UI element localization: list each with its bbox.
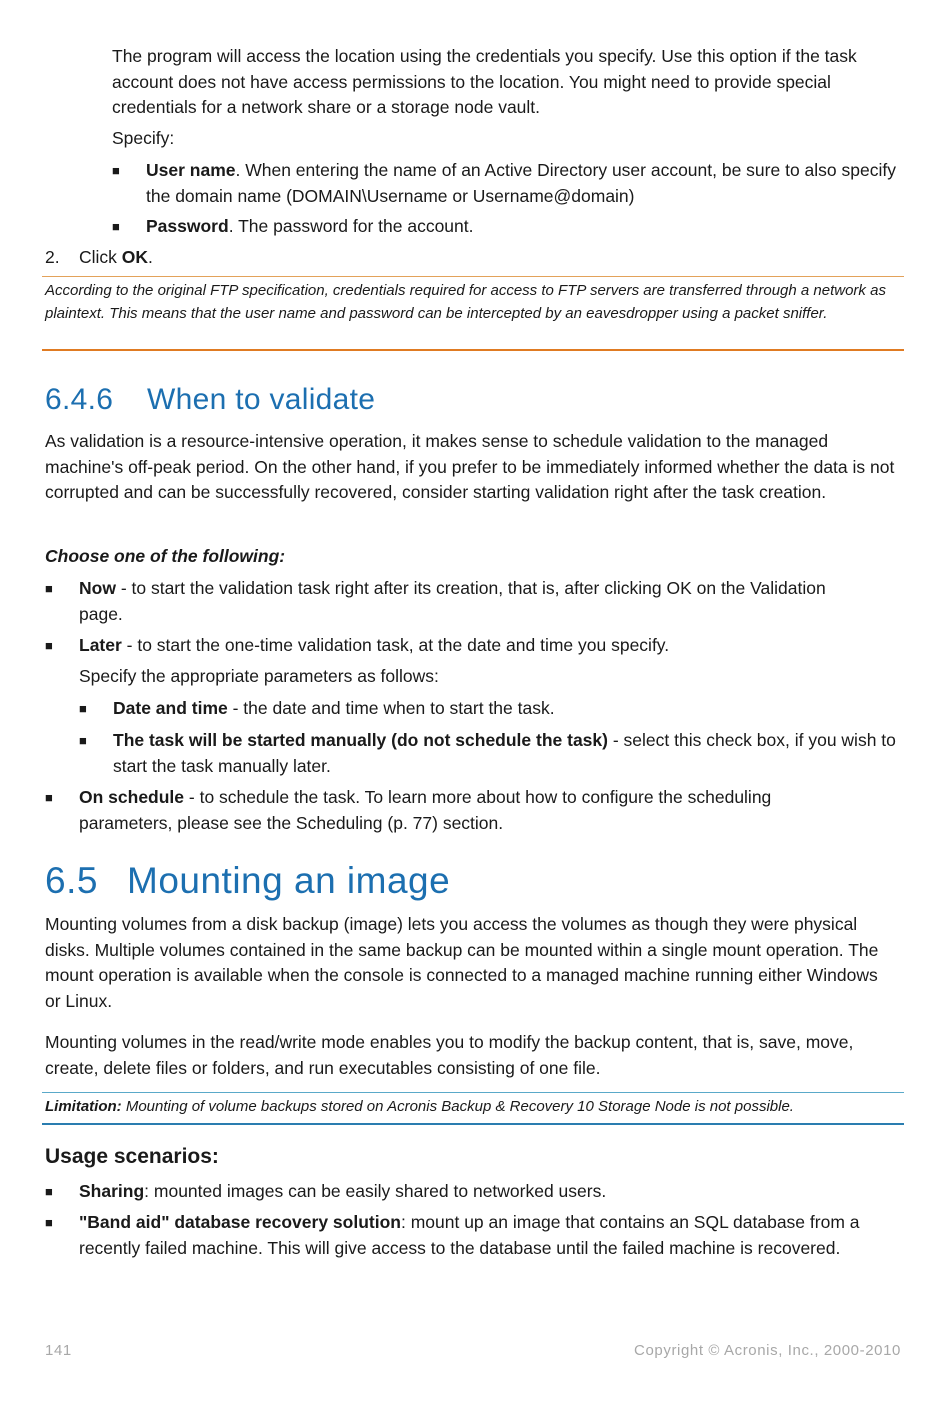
- now-text: - to start the validation task right after its creation, that is, after clicking OK on the Validation page.: [79, 578, 826, 624]
- term-on-schedule: On schedule: [79, 787, 185, 807]
- bullet-icon: ■: [45, 581, 53, 596]
- limitation-text: Mounting of volume backups stored on Acronis Backup & Recovery 10 Storage Node is not possible.: [121, 1098, 794, 1115]
- bullet-icon: ■: [112, 219, 120, 234]
- user-name-text: . When entering the name of an Active Directory user account, be sure to also specify the domain name (DOMAIN\Username or Username@domain): [146, 160, 896, 206]
- list-item-now: [45, 576, 903, 627]
- limitation-top-rule: [42, 1092, 904, 1093]
- step-text-end: .: [148, 247, 153, 267]
- later-specify: Specify the appropriate parameters as follows:: [79, 666, 439, 686]
- bullet-icon: ■: [79, 701, 87, 716]
- bullet-icon: ■: [45, 1215, 53, 1230]
- page-number: 141: [45, 1342, 72, 1359]
- bullet-icon: ■: [112, 163, 120, 178]
- section-title: When to validate: [147, 383, 376, 416]
- copyright: Copyright © Acronis, Inc., 2000-2010: [634, 1342, 901, 1359]
- list-item-date-time: [79, 696, 903, 722]
- list-item-user-name: [112, 158, 904, 209]
- intro-paragraph: The program will access the location using the credentials you specify. Use this option if the task account does not have access permissions to the location. You might need to provide special credentials for a network share or a storage node vault.: [112, 46, 857, 117]
- bullet-icon: ■: [45, 638, 53, 653]
- term-sharing: Sharing: [79, 1181, 145, 1201]
- date-time-text: - the date and time when to start the task.: [227, 698, 555, 718]
- choose-heading: Choose one of the following:: [45, 546, 286, 566]
- note-top-rule: [42, 276, 904, 277]
- specify-label: Specify:: [112, 128, 175, 148]
- term-later: Later: [79, 635, 122, 655]
- list-item-password: [112, 214, 904, 240]
- sharing-text: : mounted images can be easily shared to networked users.: [144, 1181, 607, 1201]
- password-text: . The password for the account.: [228, 216, 474, 236]
- bullet-icon: ■: [79, 733, 87, 748]
- on-schedule-text: - to schedule the task. To learn more about how to configure the scheduling parameters, please see the Scheduling (p. 77) section.: [79, 787, 772, 833]
- bullet-icon: ■: [45, 1184, 53, 1199]
- step-number: 2.: [45, 247, 60, 267]
- section-heading-646: [45, 383, 375, 417]
- step-text-prefix: Click: [79, 247, 122, 267]
- term-user-name: User name: [146, 160, 236, 180]
- section-number: 6.5: [45, 860, 98, 901]
- list-item-sharing: [45, 1179, 903, 1205]
- bullet-icon: ■: [45, 790, 53, 805]
- usage-heading: Usage scenarios:: [45, 1145, 219, 1168]
- limitation-note: [45, 1095, 903, 1118]
- mounting-paragraph-2: Mounting volumes in the read/write mode enables you to modify the backup content, that is, save, move, create, delete files or folders, and run executables consisting of one file.: [45, 1032, 854, 1078]
- band-aid-text: : mount up an image that contains an SQL database from a recently failed machine. This will give access to the database until the failed machine is recovered.: [79, 1212, 860, 1258]
- list-item-on-schedule: [45, 785, 903, 836]
- validation-paragraph: As validation is a resource-intensive operation, it makes sense to schedule validation to the managed machine's off-peak period. On the other hand, if you prefer to be immediately informed whether the data is not corrupted and can be successfully recovered, consider starting validation right after the task creation.: [45, 431, 895, 502]
- section-title: Mounting an image: [127, 860, 451, 901]
- list-item-manual: [79, 728, 903, 779]
- list-item-later: [45, 633, 903, 659]
- note-bottom-rule: [42, 349, 904, 351]
- section-number: 6.4.6: [45, 383, 114, 416]
- term-now: Now: [79, 578, 116, 598]
- later-text: - to start the one-time validation task, at the date and time you specify.: [121, 635, 670, 655]
- term-password: Password: [146, 216, 229, 236]
- ftp-note: According to the original FTP specification, credentials required for access to FTP servers are transferred through a network as plaintext. This means that the user name and password can be intercepted by an eavesdropper using a packet sniffer.: [45, 282, 886, 322]
- ok-term: OK: [121, 247, 149, 267]
- term-manual: The task will be started manually (do not schedule the task): [113, 730, 608, 750]
- list-item-band-aid: [45, 1210, 903, 1261]
- limitation-label: Limitation:: [45, 1098, 122, 1115]
- step-2: [45, 245, 153, 271]
- term-date-time: Date and time: [113, 698, 228, 718]
- limitation-bottom-rule: [42, 1123, 904, 1125]
- step-text: [79, 245, 153, 271]
- manual-text: - select this check box, if you wish to start the task manually later.: [113, 730, 896, 776]
- term-band-aid: "Band aid" database recovery solution: [79, 1212, 401, 1232]
- section-heading-65: [45, 860, 450, 902]
- mounting-paragraph-1: Mounting volumes from a disk backup (image) lets you access the volumes as though they were physical disks. Multiple volumes contained in the same backup can be mounted within a single mount operation. The mount operation is available when the console is connected to a managed machine running either Windows or Linux.: [45, 914, 879, 1011]
